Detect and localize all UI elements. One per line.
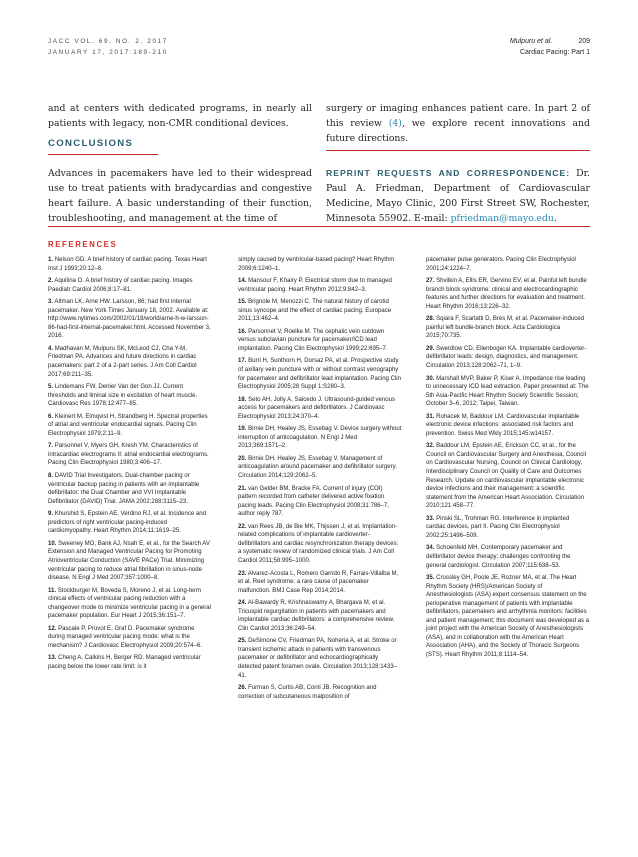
- reference-number: 31.: [426, 413, 435, 420]
- reference-number: 16.: [238, 328, 247, 335]
- reference-number: 8.: [48, 473, 54, 480]
- reference-number: 30.: [426, 375, 435, 382]
- references-heading: REFERENCES: [48, 240, 118, 249]
- reference-number: 9.: [48, 511, 54, 518]
- reference-entry: [48, 277, 212, 294]
- reference-link[interactable]: DeSimone CV, Friedman PA, Noheria A, et al. Stroke or transient ischemic attack in patients with transvenous pacemaker or defibrillator and echocardiographically detected patent foramen ovale. Circulation 2013;128:1433–41.: [238, 638, 398, 679]
- reference-number: 14.: [238, 278, 247, 285]
- reference-entry: [238, 357, 402, 391]
- reference-number: 6.: [48, 413, 54, 420]
- reference-link[interactable]: Cheng A, Calkins H, Berger RD. Managed ventricular pacing below the lower rate limit: is it: [48, 655, 201, 670]
- reference-link[interactable]: Al-Bawardy R, Krishnaswamy A, Bhargava M, et al. Tricuspid regurgitation in patients with pacemakers and implantable cardiac defibrillators: a comprehensive review. Clin Cardiol 2013;36:249–54.: [238, 600, 395, 632]
- reference-link[interactable]: Pascale P, Pruvot E, Graf D. Pacemaker syndrome during managed ventricular pacing mode: what is the mechanism? J Cardiovasc Electrophysiol 2009;20:574–6.: [48, 625, 202, 649]
- reference-link[interactable]: Pinski SL, Trohman RG. Interference in implanted cardiac devices, part II. Pacing Clin Electrophysiol 2002;25:1496–509.: [426, 515, 570, 539]
- reference-entry: [426, 277, 590, 311]
- reference-entry: [48, 413, 212, 439]
- running-title: Cardiac Pacing: Part 1: [519, 49, 590, 56]
- correspondence-email-link[interactable]: pfriedman@mayo.edu: [450, 213, 554, 224]
- reference-link[interactable]: van Rees JB, de Bie MK, Thijssen J, et al. Implantation-related complications of implantable cardioverter-defibrillators and cardiac resynchronization therapy devices: a systematic review of randomized clinical trials. J Am Coll Cardiol 2011;58:995–1000.: [238, 523, 399, 564]
- reference-number: 12.: [48, 625, 57, 632]
- reference-link[interactable]: Khurshid S, Epstein AE, Verdino RJ, et al. Incidence and predictors of right ventricular pacing-induced cardiomyopathy. Heart Rhythm 2014;11:1619–25.: [48, 511, 206, 535]
- reference-entry: [238, 396, 402, 422]
- reference-entry: [238, 277, 402, 294]
- right-body-column: [326, 101, 590, 146]
- references-column-3: [426, 256, 590, 664]
- reference-number: 13.: [48, 655, 57, 662]
- reference-link[interactable]: simply caused by ventricular-based pacing? Heart Rhythm 2009;6:1240–1.: [238, 257, 395, 272]
- reference-link[interactable]: Crossley GH, Poole JE, Rozner MA, et al. The Heart Rhythm Society (HRS)/American Society of Anesthesiologists (ASA) expert consensus statement on the perioperative management of patients with implantable defibrillators, pacemakers and arrhythmia monitors: facilities and patient management; this document was developed as a joint project with the American Society of Anesthesiologists (ASA), and in collaboration with the American Heart Association (AHA), and the Society of Thoracic Surgeons (STS). Heart Rhythm 2011;8:1114–54.: [426, 575, 590, 658]
- reference-entry: [426, 375, 590, 409]
- references-rule: [48, 226, 590, 227]
- reference-entry: [48, 625, 212, 651]
- reference-number: 32.: [426, 443, 435, 450]
- reference-number: 26.: [238, 685, 247, 692]
- reference-link[interactable]: van Gelder BM, Bracke FA. Current of injury (COI) pattern recorded from catheter delivered active fixation pacing leads. Pacing Clin Electrophysiol 2008;31:786–7, author reply 787.: [238, 485, 389, 518]
- reference-entry: [426, 515, 590, 541]
- reference-number: 17.: [238, 358, 247, 365]
- reference-link[interactable]: Shvilkin A, Ellis ER, Gervino EV, et al. Painful left bundle branch block syndrome: clinical and electrocardiographic features and further directions for evaluation and treatment. Heart Rhythm 2016;13:226–32.: [426, 278, 587, 310]
- reprint-paragraph: REPRINT REQUESTS AND CORRESPONDENCE: Dr. Paul A. Friedman, Department of Cardiovascular Medicine, Mayo Clinic, 200 First Street SW, Rochester, Minnesota 55902. E-mail: pfriedman@mayo.edu.: [326, 168, 590, 224]
- reference-link[interactable]: Rohacek M, Baddour LM. Cardiovascular implantable electronic device infections: associated risk factors and prevention. Swiss Med Wkly 2015;145:w14157.: [426, 413, 580, 437]
- reference-entry: [48, 587, 212, 621]
- conclusions-paragraph: Advances in pacemakers have led to their widespread use to treat patients with bradycardias and congestive heart failure. A basic understanding of their function, troubleshooting, and management at the time of: [48, 168, 312, 224]
- reference-entry: [48, 510, 212, 536]
- reference-link[interactable]: pacemaker pulse generators. Pacing Clin Electrophysiol 2001;24:1224–7.: [426, 257, 576, 272]
- right-continuation-paragraph: surgery or imaging enhances patient care. In part 2 of this review (4), we explore recent innovations and future directions.: [326, 103, 590, 144]
- reference-entry: [238, 523, 402, 566]
- reference-number: 35.: [426, 575, 435, 582]
- reference-number: 11.: [48, 587, 57, 594]
- continuation-paragraph: and at centers with dedicated programs, in nearly all patients with legacy, non-CMR conditional devices.: [48, 103, 312, 129]
- reference-entry: [426, 315, 590, 341]
- reference-link[interactable]: Marshall MVP, Baker P, Kiser A. Impedance rise leading to unnecessary ICD lead extraction. Paper presented at: The 5th Asia-Pacific Heart Rhythm Society Scientific Session; October 3–6, 2012; Taipei, Taiwan.: [426, 375, 589, 408]
- reference-link[interactable]: Baddour LM, Epstein AE, Erickson CC, et al., for the Council on Cardiovascular Surgery and Anesthesia, Council on Cardiovascular Nursing, Council on Clinical Cardiology, Interdisciplinary Council on Quality of Care and Outcomes Research. Update on cardiovascular implantable electronic device infections and their management: a scientific statement from the American Heart Association. Circulation 2010;121:458–77.: [426, 443, 586, 510]
- conclusions-rule: [48, 154, 158, 155]
- reference-entry: [426, 413, 590, 439]
- reference-link[interactable]: Stockburger M, Boveda S, Moreno J, et al. Long-term clinical effects of ventricular pacing reduction with a changeover mode to minimize ventricular pacing in a general pacemaker population. Eur Heart J 2015;36:151–7.: [48, 587, 212, 620]
- reference-link[interactable]: Parsonnet V, Roelke M. The cephalic vein cutdown versus subclavian puncture for pacemaker/ICD lead implantation. Pacing Clin Electrophysiol 1999;22:695–7.: [238, 328, 388, 352]
- reference-link[interactable]: Kleinert M, Elmqvist H, Strandberg H. Spectral properties of atrial and ventricular endocardial signals. Pacing Clin Electrophysiol 1979;2:11–9.: [48, 413, 208, 437]
- reference-entry: [238, 485, 402, 519]
- reference-number: 3.: [48, 299, 54, 306]
- reference-entry: [48, 256, 212, 273]
- reference-entry: [238, 599, 402, 633]
- reference-number: 34.: [426, 545, 435, 552]
- reference-entry: [238, 425, 402, 451]
- conclusions-body: [48, 166, 312, 226]
- reference-entry: [238, 328, 402, 354]
- reference-number: 29.: [426, 345, 435, 352]
- reference-link[interactable]: DAVID Trial Investigators. Dual-chamber pacing or ventricular backup pacing in patients with an implantable defibrillator: the Dual Chamber and VVI Implantable Defibrillator (DAVID) Trial. JAMA 2002;288:3115–23.: [48, 473, 200, 505]
- reference-link[interactable]: Lindemans FW, Denier Van der Gon JJ. Current thresholds and liminal size in excitation of heart muscle. Cardiovasc Res 1978;12:477–85.: [48, 384, 198, 408]
- reference-entry: [48, 442, 212, 468]
- reference-link-4[interactable]: (4): [388, 118, 402, 129]
- reference-entry: [238, 455, 402, 481]
- reprint-block: [326, 166, 590, 226]
- reference-number: 25.: [238, 638, 247, 645]
- reference-number: 33.: [426, 515, 435, 522]
- journal-volume-line: JACC VOL. 69, NO. 2, 2017: [48, 38, 168, 45]
- reference-link[interactable]: Sweeney MO, Bank AJ, Nsah E, et al., for the Search AV Extension and Managed Ventricular Pacing for Promoting Atrioventricular Conduction (SAVE PACe) Trial. Minimizing ventricular pacing to reduce atrial fibrillation in sinus-node disease. N Engl J Med 2007;357:1000–8.: [48, 540, 210, 582]
- reference-link[interactable]: Furman S, Curtis AB, Conti JB. Recognition and correction of subcutaneous malposition of: [238, 685, 377, 700]
- reference-entry: [426, 574, 590, 659]
- reference-entry: [426, 544, 590, 570]
- running-header-left: [48, 36, 168, 58]
- left-body-column: [48, 101, 312, 131]
- reference-link[interactable]: Alvarez-Acosta L, Romero Garrido R, Farrais-Villalba M, et al. Reel syndrome: a rare cause of pacemaker malfunction. BMJ Case Rep 2014;2014.: [238, 570, 399, 594]
- reference-number: 20.: [238, 455, 247, 462]
- reference-entry: [48, 298, 212, 341]
- reference-number: 2.: [48, 278, 54, 285]
- reference-number: 7.: [48, 443, 54, 450]
- reference-entry: [238, 256, 402, 273]
- reference-link[interactable]: Birnie DH, Healey JS, Essebag V. Management of anticoagulation around pacemaker and defibrillator surgery. Circulation 2014;129:2062–5.: [238, 455, 397, 480]
- reference-link[interactable]: Burri H, Sunthorn H, Dorsaz PA, et al. Prospective study of axillary vein puncture with or without contrast venography for pacemaker and defibrillator lead implantation. Pacing Clin Electrophysiol 2005;28 Suppl 1:S280–3.: [238, 358, 402, 391]
- reference-link[interactable]: Swerdlow CD, Ellenbogen KA. Implantable cardioverter-defibrillator leads: design, diagnostics, and management. Circulation 2013;128:2062–71, 1–9.: [426, 345, 587, 370]
- reference-link[interactable]: Madhavan M, Mulpuru SK, McLeod CJ, Cha Y-M, Friedman PA. Advances and future directions in cardiac pacemakers: part 2 of a 2-part series. J Am Coll Cardiol 2017;69:211–35.: [48, 345, 197, 378]
- reference-entry: [238, 570, 402, 596]
- reference-number: 24.: [238, 600, 247, 607]
- reference-number: 22.: [238, 523, 247, 530]
- reference-link[interactable]: Nelson GD. A brief history of cardiac pacing. Texas Heart Inst J 1993;20:12–8.: [48, 257, 207, 272]
- reference-entry: [48, 383, 212, 409]
- reference-number: 27.: [426, 278, 435, 285]
- reference-number: 19.: [238, 426, 247, 433]
- reference-link[interactable]: Aquilina O. A brief history of cardiac pacing. Images Paediatr Cardiol 2006;8:17–81.: [48, 278, 193, 293]
- reference-entry: [48, 540, 212, 583]
- reference-number: 28.: [426, 316, 435, 323]
- reference-number: 15.: [238, 299, 247, 306]
- reference-entry: [426, 345, 590, 371]
- reference-number: 4.: [48, 345, 54, 352]
- reference-number: 5.: [48, 384, 54, 391]
- running-header-right: [510, 36, 590, 58]
- reference-link[interactable]: Birnie DH, Healey JS, Essebag V. Device surgery without interruption of anticoagulation. N Engl J Med 2013;369:1571–2.: [238, 426, 402, 450]
- reference-link[interactable]: Seto AH, Jolly A, Salcedo J. Ultrasound-guided venous access for pacemakers and defibrillators. J Cardiovasc Electrophysiol 2013;24:370–4.: [238, 396, 395, 420]
- reference-link[interactable]: Sqiara F, Scarlatti D, Bres M, et al. Pacemaker-induced painful left bundle-branch block. Acta Cardiologica 2015;70:735.: [426, 316, 584, 340]
- reference-entry: [238, 298, 402, 324]
- reprint-rule: [326, 150, 590, 151]
- reference-number: 1.: [48, 257, 54, 263]
- reference-entry: [238, 684, 402, 701]
- reference-entry: [238, 637, 402, 680]
- references-column-2: [238, 256, 402, 705]
- reference-link[interactable]: Mansour F, Khairy P. Electrical storm due to managed ventricular pacing. Heart Rhythm 2012;9:842–3.: [238, 278, 392, 293]
- reference-entry: [48, 472, 212, 506]
- reference-number: 18.: [238, 396, 247, 403]
- reference-entry: [426, 256, 590, 273]
- page-number: 209: [578, 38, 590, 45]
- reference-link[interactable]: Altman LK, Arne HW. Larsson, 86; had first internal pacemaker. New York Times January 18, 2002. Available at: http://www.nytimes.com/2002/01/18/world/arne-h-w-larsson-86-had-first-internal-pacemaker.html. Accessed November 3, 2016.: [48, 299, 211, 340]
- reference-link[interactable]: Parsonnet V, Myers GH, Kresh YM. Characteristics of intracardiac electrograms II: atrial endocardial electrograms. Pacing Clin Electrophysiol 1980;3:406–17.: [48, 443, 209, 467]
- reference-number: 10.: [48, 540, 57, 547]
- reference-number: 23.: [238, 570, 247, 577]
- references-column-1: [48, 256, 212, 676]
- reference-entry: [48, 654, 212, 671]
- reference-link[interactable]: Brignole M, Menozzi C. The natural history of carotid sinus syncope and the effect of cardiac pacing. Europace 2011;13:462–4.: [238, 299, 392, 323]
- reference-entry: [426, 442, 590, 510]
- journal-date-line: JANUARY 17, 2017:189-210: [48, 49, 168, 56]
- reference-link[interactable]: Schoenfeld MH. Contemporary pacemaker and defibrillator device therapy: challenges confronting the general cardiologist. Circulation 2007;115:638–53.: [426, 545, 571, 569]
- reprint-heading: REPRINT REQUESTS AND CORRESPONDENCE:: [326, 168, 571, 178]
- conclusions-heading: CONCLUSIONS: [48, 138, 134, 149]
- reference-entry: [48, 345, 212, 379]
- running-authors: Mulpuru et al.: [509, 38, 553, 45]
- reference-number: 21.: [238, 485, 247, 492]
